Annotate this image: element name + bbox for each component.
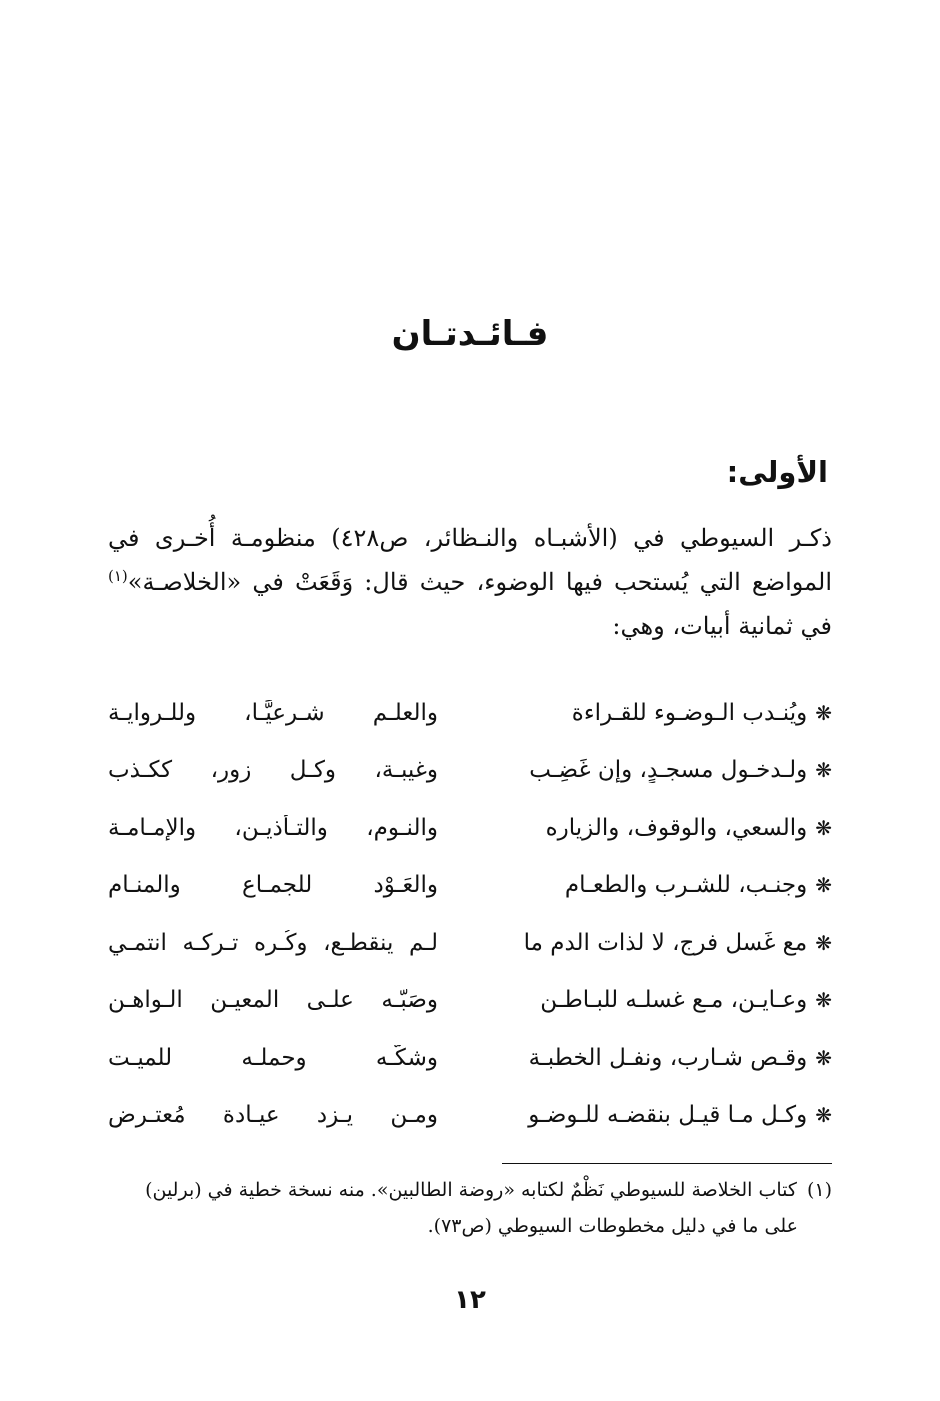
verse-row — [108, 799, 832, 857]
verse-first-hemistich — [502, 757, 832, 783]
paragraph-line-1: ذكـر السيوطي في (الأشبـاه والنـظائر، ص٤٢٨) منظومـة أُخـرى في — [108, 524, 832, 552]
verse-row — [108, 857, 832, 915]
verse-first-text: وكـل مـا قيـل بنقضـه للـوضـو — [528, 1102, 808, 1129]
verse-second-hemistich: ومـن يـزد عيـادة مُعتـرض — [108, 1102, 438, 1129]
paragraph-line-2-text: المواضع التي يُستحب فيها الوضوء، حيث قال: وَقَعَتْ في «الخلاصـة» — [127, 568, 832, 596]
section-heading: الأولى: — [726, 455, 828, 489]
verse-first-hemistich — [502, 930, 832, 956]
verse-row — [108, 1029, 832, 1087]
page-title: فـائـدتـان — [391, 314, 549, 354]
poem-verses — [108, 684, 832, 1144]
verse-first-hemistich — [502, 1045, 832, 1071]
verse-second-hemistich: والنـوم، والتـأذيـن، والإمـامـة — [108, 814, 438, 841]
verse-first-hemistich — [502, 1102, 832, 1128]
verse-bullet-icon: ❋ — [815, 873, 832, 898]
verse-bullet-icon: ❋ — [815, 988, 832, 1013]
paragraph-line-3: في ثمانية أبيات، وهي: — [612, 612, 832, 640]
verse-second-hemistich: والعَـوْد للجمـاع والمنـام — [108, 872, 438, 899]
paragraph-line-2 — [108, 560, 832, 604]
verse-second-hemistich: وشكّـه وحملـه للميـت — [108, 1044, 438, 1071]
verse-first-hemistich — [502, 815, 832, 841]
intro-paragraph — [108, 516, 832, 648]
verse-second-hemistich: وغيبـة، وكـل زورٍ، ككـذب — [108, 757, 438, 784]
verse-bullet-icon: ❋ — [815, 1103, 832, 1128]
page-number: ١٢ — [454, 1285, 486, 1315]
verse-first-hemistich — [502, 987, 832, 1013]
footnote-number: (١) — [806, 1179, 832, 1201]
verse-first-text: ويُنـدب الـوضـوء للقـراءة — [571, 699, 808, 726]
verse-bullet-icon: ❋ — [815, 815, 832, 840]
footnote-text-1: كتاب الخلاصة للسيوطي نَظْمٌ لكتابه «روضة الطالبين». منه نسخة خطية في (برلين) — [145, 1179, 797, 1201]
footnote — [108, 1172, 832, 1244]
verse-row — [108, 914, 832, 972]
verse-row — [108, 1087, 832, 1145]
verse-first-hemistich — [502, 700, 832, 726]
verse-first-text: والسعي، والوقوف، والزياره — [545, 814, 808, 841]
verse-row — [108, 684, 832, 742]
verse-row — [108, 972, 832, 1030]
footnote-line-2: على ما في دليل مخطوطات السيوطي (ص٧٣). — [427, 1215, 798, 1237]
verse-row — [108, 742, 832, 800]
verse-first-hemistich — [502, 872, 832, 898]
footnote-reference: (١) — [108, 567, 128, 585]
verse-second-hemistich: وصَبّـه علـى المعيـن الـواهـن — [108, 987, 438, 1014]
verse-bullet-icon: ❋ — [815, 758, 832, 783]
verse-bullet-icon: ❋ — [815, 1045, 832, 1070]
verse-bullet-icon: ❋ — [815, 930, 832, 955]
verse-first-text: وجنـب، للشـرب والطعـام — [564, 872, 808, 899]
verse-second-hemistich: والعلـم شـرعيًّـا، وللـروايـة — [108, 699, 438, 726]
verse-bullet-icon: ❋ — [815, 700, 832, 725]
footnote-divider — [502, 1163, 832, 1164]
verse-first-text: وعـايـن، مـع غسلـه للبـاطـن — [540, 987, 808, 1014]
verse-second-hemistich: لـم ينقطـع، وكُـره تـركـه انتمـي — [108, 929, 438, 956]
footnote-line-1 — [108, 1172, 832, 1208]
verse-first-text: ولـدخـول مسجـدٍ، وإن غَضِـب — [529, 757, 808, 784]
verse-first-text: مع غَسل فرجٍ، لا لذات الدم ما — [523, 929, 808, 956]
verse-first-text: وقـص شـارب، ونفـل الخطبـة — [528, 1044, 808, 1071]
